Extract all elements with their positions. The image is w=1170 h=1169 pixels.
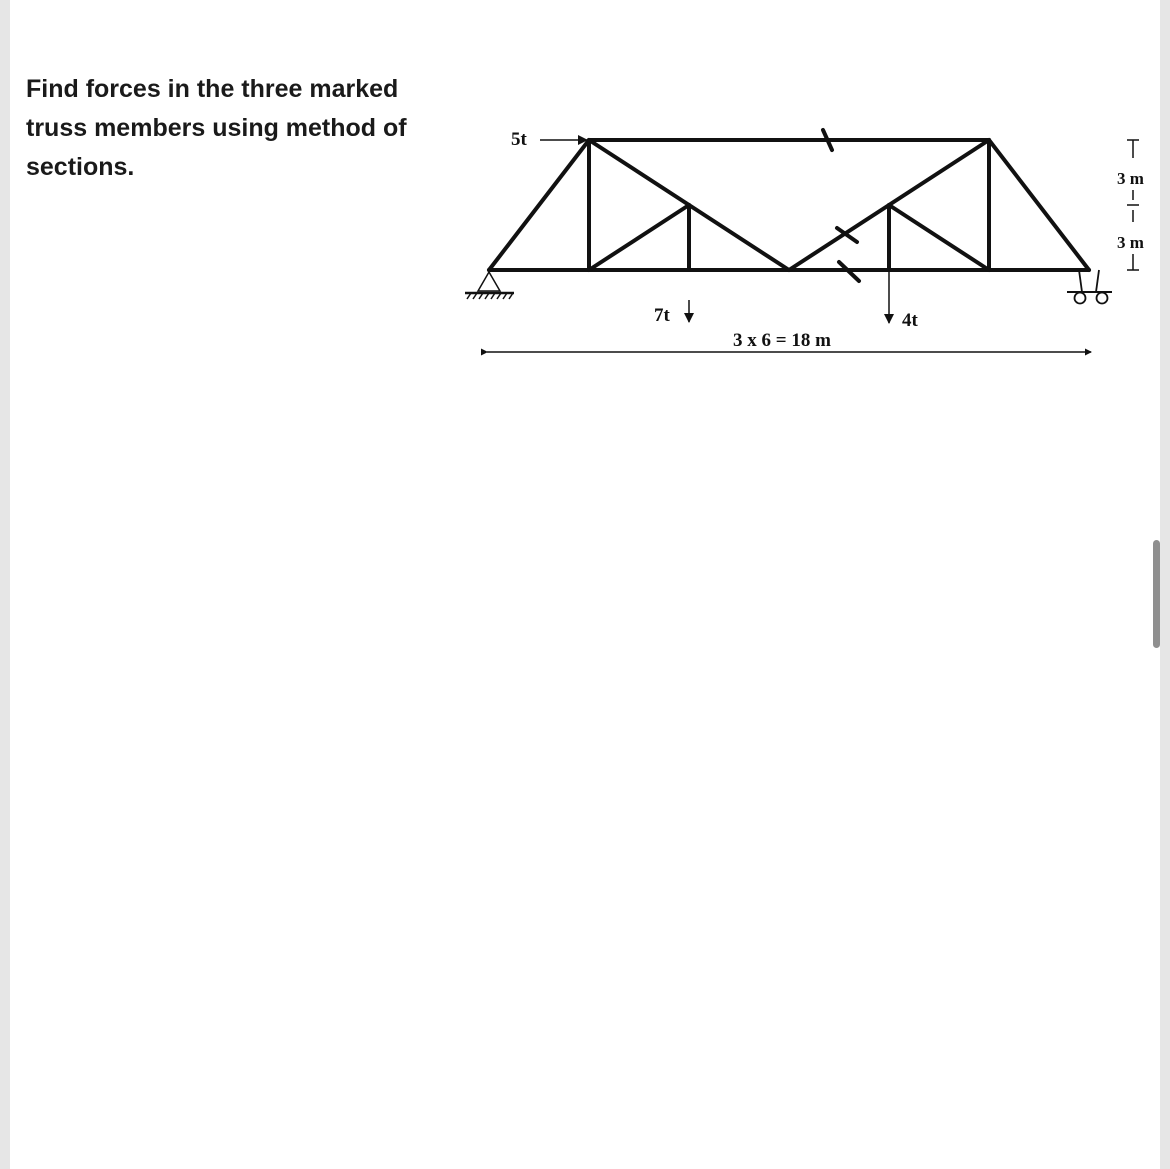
pin-support	[465, 272, 514, 299]
height-label-bottom: 3 m	[1117, 233, 1144, 252]
question-line-3: sections.	[26, 153, 135, 181]
height-label-top: 3 m	[1117, 169, 1144, 188]
scrollbar-thumb[interactable]	[1153, 540, 1160, 648]
inner-diagonal-right	[889, 205, 989, 270]
left-end-post	[489, 140, 589, 270]
span-label: 3 x 6 = 18 m	[733, 330, 831, 351]
truss-members	[489, 140, 1089, 270]
question-line-1: Find forces in the three marked	[26, 75, 399, 103]
right-end-post	[989, 140, 1089, 270]
load-label-7t: 7t	[654, 305, 670, 326]
inner-diagonal-left	[589, 205, 689, 270]
question-line-2: truss members using method of	[26, 114, 407, 142]
roller-support	[1067, 270, 1112, 304]
load-arrows	[540, 140, 889, 323]
load-label-5t: 5t	[511, 129, 527, 150]
section-marks	[823, 130, 859, 281]
load-label-4t: 4t	[902, 310, 918, 331]
